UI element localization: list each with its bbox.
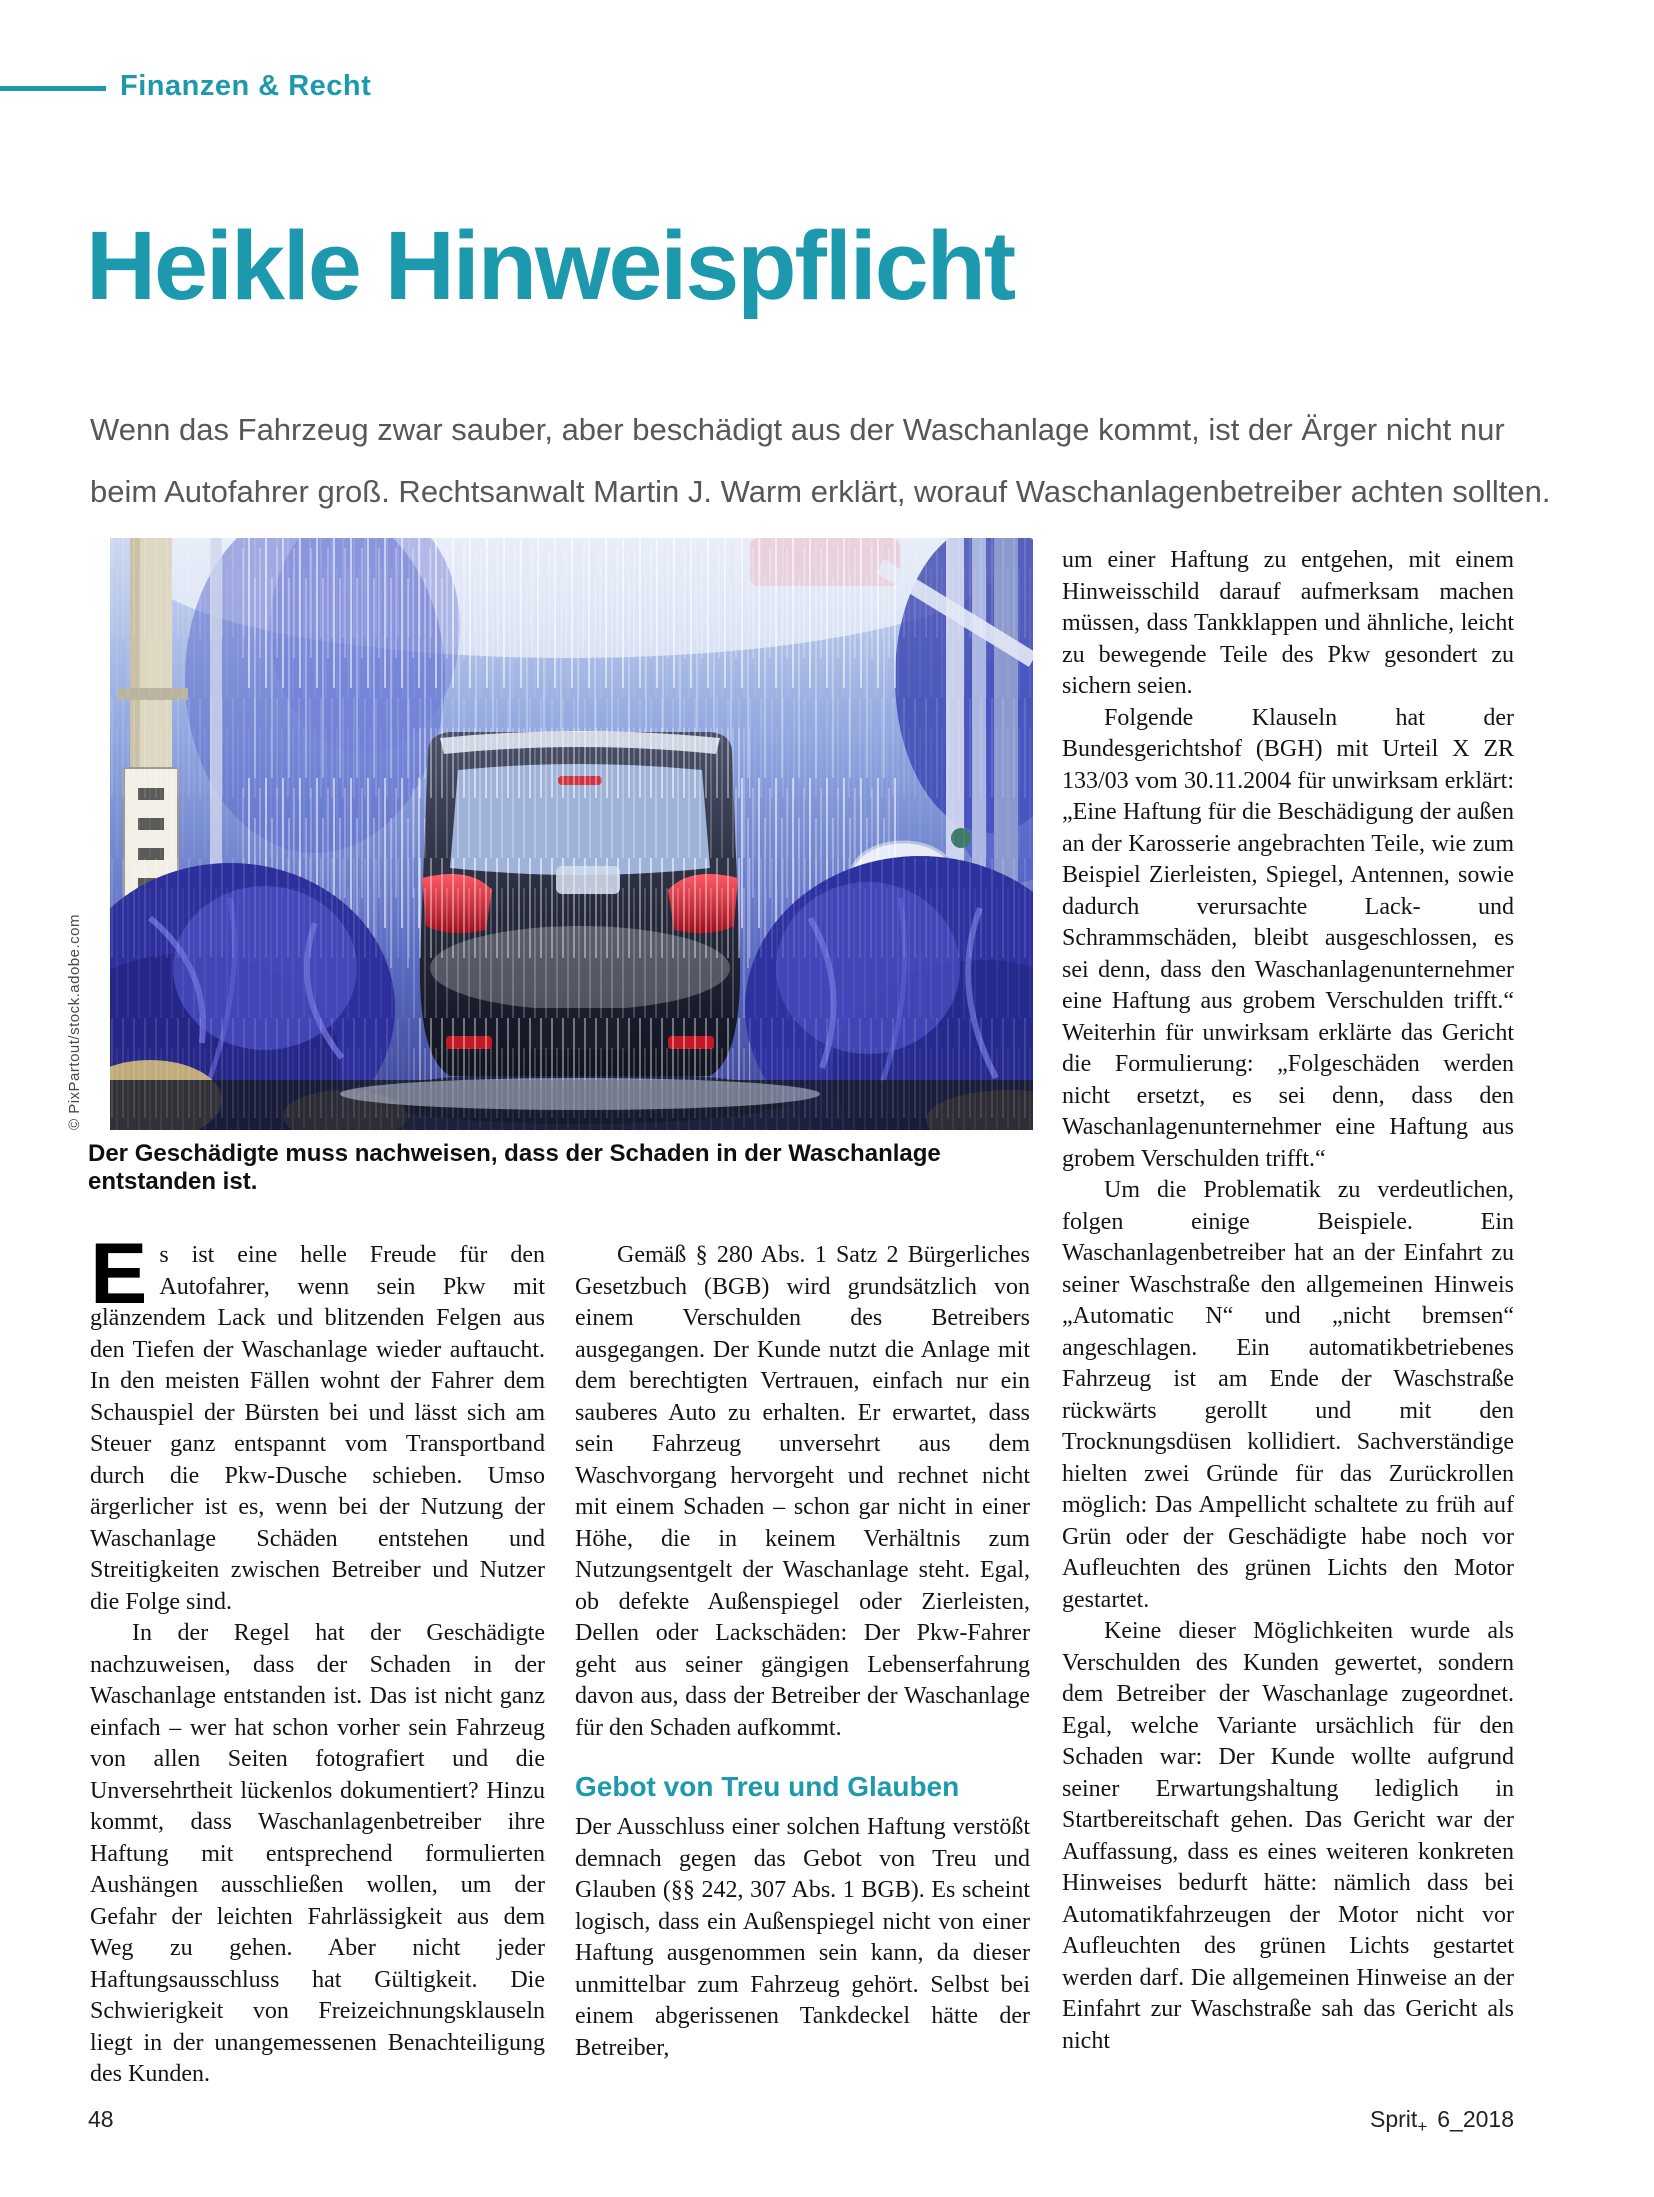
photo-credit: © PixPartout/stock.adobe.com: [66, 914, 83, 1130]
body-paragraph: Gemäß § 280 Abs. 1 Satz 2 Bürgerliches Gesetzbuch (BGB) wird grundsätzlich von einem Verschulden des Betreibers ausgegangen. Der Kunde nutzt die Anlage mit dem berechtigten Vertrauen, einfach nur ein sauberes Auto zu erhalten. Er erwartet, dass sein Fahrzeug unversehrt aus dem Waschvorgang hervorgeht und rechnet nicht mit einem Schaden – schon gar nicht in einer Höhe, die in keinem Verhältnis zum Nutzungsentgelt der Waschanlage steht. Egal, ob defekte Außenspiegel oder Zierleisten, Dellen oder Lackschäden: Der Pkw-Fahrer geht aus seiner gängigen Lebenserfahrung davon aus, dass der Betreiber der Waschanlage für den Schaden aufkommt.: [575, 1242, 1030, 1741]
body-paragraph: Keine dieser Möglichkeiten wurde als Verschulden des Kunden gewertet, sondern dem Betreiber der Waschanlage zugeordnet. Egal, welche Variante ursächlich für den Schaden war: Der Kunde wollte aufgrund seiner Erwartungshaltung lediglich in Startbereitschaft gehen. Das Gericht war der Auffassung, dass es eines weiteren konkreten Hinweises bedurft hätte: nämlich dass bei Automatikfahrzeugen der Motor nicht vor Aufleuchten des grünen Lichts gestartet werden darf. Die allgemeinen Hinweise an der Einfahrt zur Waschstraße sah das Gericht als nicht: [1062, 1618, 1514, 2054]
body-paragraph: In der Regel hat der Geschädigte nachzuweisen, dass der Schaden in der Waschanlage entstanden ist. Das ist nicht ganz einfach – wer hat schon vorher sein Fahrzeug von allen Seiten fotografiert und die Unversehrtheit lückenlos dokumentiert? Hinzu kommt, dass Waschanlagenbetreiber ihre Haftung mit entsprechend formulierten Aushängen ausschließen wollen, um der Gefahr der leichten Fahrlässigkeit aus dem Weg zu gehen. Aber nicht jeder Haftungsausschluss hat Gültigkeit. Die Schwierigkeit von Freizeichnungsklauseln liegt in der unangemessenen Benachteiligung des Kunden.: [90, 1620, 545, 2087]
body-paragraph: Folgende Klauseln hat der Bundesgerichtshof (BGH) mit Urteil X ZR 133/03 vom 30.11.2004 für unwirksam erklärt: „Eine Haftung für die Beschädigung der außen an der Karosserie angebrachten Teile, wie zum Beispiel Zierleisten, Spiegel, Antennen, sowie dadurch verursachte Lack- und Schrammschäden, bleibt ausgeschlossen, es sei denn, dass den Waschanlagenunternehmer eine Haftung aus grobem Verschulden trifft.“ Weiterhin für unwirksam erklärte das Gericht die Formulierung: „Folgeschäden werden nicht ersetzt, es sei denn, dass den Waschanlagenunternehmer eine Haftung aus grobem Verschulden trifft.“: [1062, 704, 1514, 1172]
section-label: Finanzen & Recht: [120, 70, 372, 102]
body-column-1: [90, 1226, 545, 2091]
article-photo: [110, 538, 1033, 1130]
footer-brand: Sprit: [1370, 2106, 1418, 2132]
section-heading: Gebot von Treu und Glauben: [575, 1771, 960, 1802]
article-standfirst: Wenn das Fahrzeug zwar sauber, aber beschädigt aus der Waschanlage kommt, ist der Ärger nicht nur beim Autofahrer groß. Rechtsanwalt Martin J. Warm erklärt, worauf Waschanlagenbetreiber achten sollten.: [90, 412, 1551, 509]
body-paragraph: [90, 1226, 545, 1618]
section-rule: [0, 86, 106, 91]
page-title: Heikle Hinweispflicht: [86, 210, 1015, 320]
footer-page-number: 48: [88, 2106, 114, 2132]
photo-caption: Der Geschädigte muss nachweisen, dass der Schaden in der Waschanlage entstanden ist.: [88, 1140, 941, 1195]
body-paragraph: Um die Problematik zu verdeutlichen, folgen einige Beispiele. Ein Waschanlagenbetreiber hat an der Einfahrt zu seiner Waschstraße den allgemeinen Hinweis „Automatic N“ und „nicht bremsen“ angeschlagen. Ein automatikbetriebenes Fahrzeug ist am Ende der Waschstraße rückwärts gerollt und mit den Trocknungsdüsen kollidiert. Sachverständige hielten zwei Gründe für das Zurückrollen möglich: Das Ampellicht schaltete zu früh auf Grün oder der Geschädigte habe noch vor Aufleuchten des grünen Lichts den Motor gestartet.: [1062, 1177, 1514, 1613]
footer-magazine-reference: [1370, 2106, 1514, 2137]
drop-cap: E: [90, 1226, 148, 1322]
body-column-2: [575, 1240, 1030, 2064]
footer-issue: 6_2018: [1437, 2106, 1514, 2132]
body-column-3: [1062, 545, 1514, 2057]
paragraph-text: s ist eine helle Freude für den Autofahrer, wenn sein Pkw mit glänzendem Lack und blitzenden Felgen aus den Tiefen der Waschanlage wieder auftaucht. In den meisten Fällen wohnt der Fahrer dem Schauspiel der Bürsten bei und lässt sich am Steuer ganz entspannt vom Transportband durch die Pkw-Dusche schieben. Umso ärgerlicher ist es, wenn bei der Nutzung der Waschanlage Schäden entstehen und Streitigkeiten zwischen Betreiber und Nutzer die Folge sind.: [90, 1242, 545, 1615]
body-paragraph: Der Ausschluss einer solchen Haftung verstößt demnach gegen das Gebot von Treu und Glauben (§§ 242, 307 Abs. 1 BGB). Es scheint logisch, dass ein Außenspiegel nicht von einer Haftung ausgenommen sein kann, da dieser unmittelbar zum Fahrzeug gehört. Selbst bei einem abgerissenen Tankdeckel hätte der Betreiber,: [575, 1814, 1030, 2061]
footer-brand-plus: +: [1417, 2117, 1428, 2136]
body-paragraph: um einer Haftung zu entgehen, mit einem Hinweisschild darauf aufmerksam machen müssen, dass Tankklappen und ähnliche, leicht zu bewegende Teile des Pkw gesondert zu sichern seien.: [1062, 547, 1514, 699]
carwash-photo-illustration: [110, 538, 1033, 1130]
